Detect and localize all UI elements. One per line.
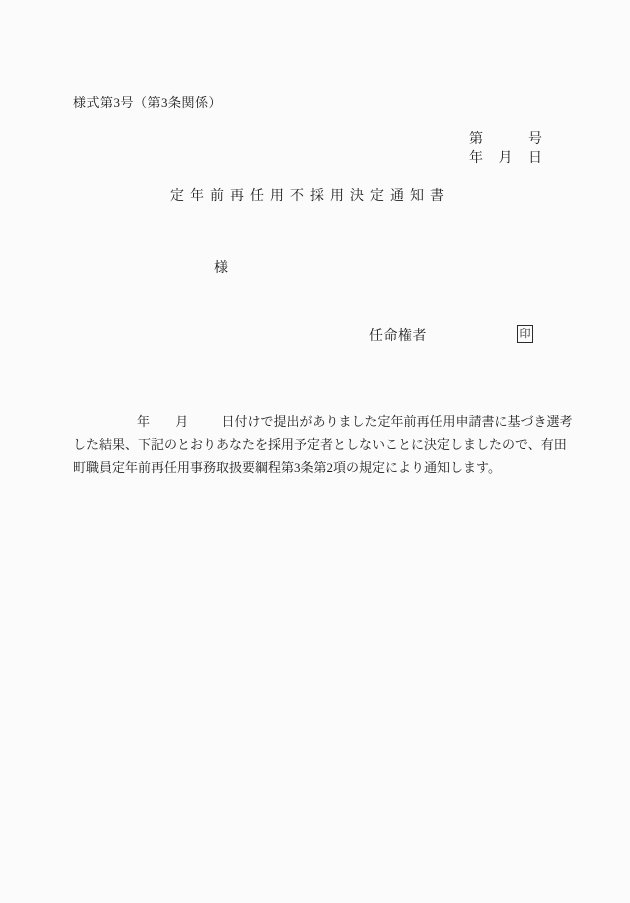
seal-mark: 印 — [519, 327, 531, 340]
doc-number-suffix: 号 — [528, 132, 542, 147]
issuer-label: 任命権者 — [369, 329, 427, 344]
doc-number-line — [469, 133, 542, 147]
form-number: 様式第3号（第3条関係） — [73, 95, 223, 110]
date-line — [469, 152, 542, 166]
body-date-month-label: 月 — [175, 414, 189, 429]
date-year-label: 年 — [469, 151, 483, 166]
addressee-honorific: 様 — [214, 261, 228, 276]
body-line-2: した結果、下記のとおりあなたを採用予定者としないことに決定しましたので、有田 — [73, 437, 567, 452]
date-month-label: 月 — [498, 151, 513, 166]
body-line-1-text: 日付けで提出がありました定年前再任用申請書に基づき選考 — [221, 414, 573, 429]
body-line-1 — [73, 410, 573, 433]
seal-box — [517, 325, 533, 343]
body-date-year-label: 年 — [137, 414, 151, 429]
date-day-label: 日 — [528, 151, 542, 166]
doc-number-prefix: 第 — [469, 132, 483, 147]
document-title: 定年前再任用不採用決定通知書 — [170, 189, 450, 204]
body-line-3: 町職員定年前再任用事務取扱要綱程第3条第2項の規定により通知します。 — [73, 460, 501, 475]
body-paragraph — [73, 410, 573, 479]
